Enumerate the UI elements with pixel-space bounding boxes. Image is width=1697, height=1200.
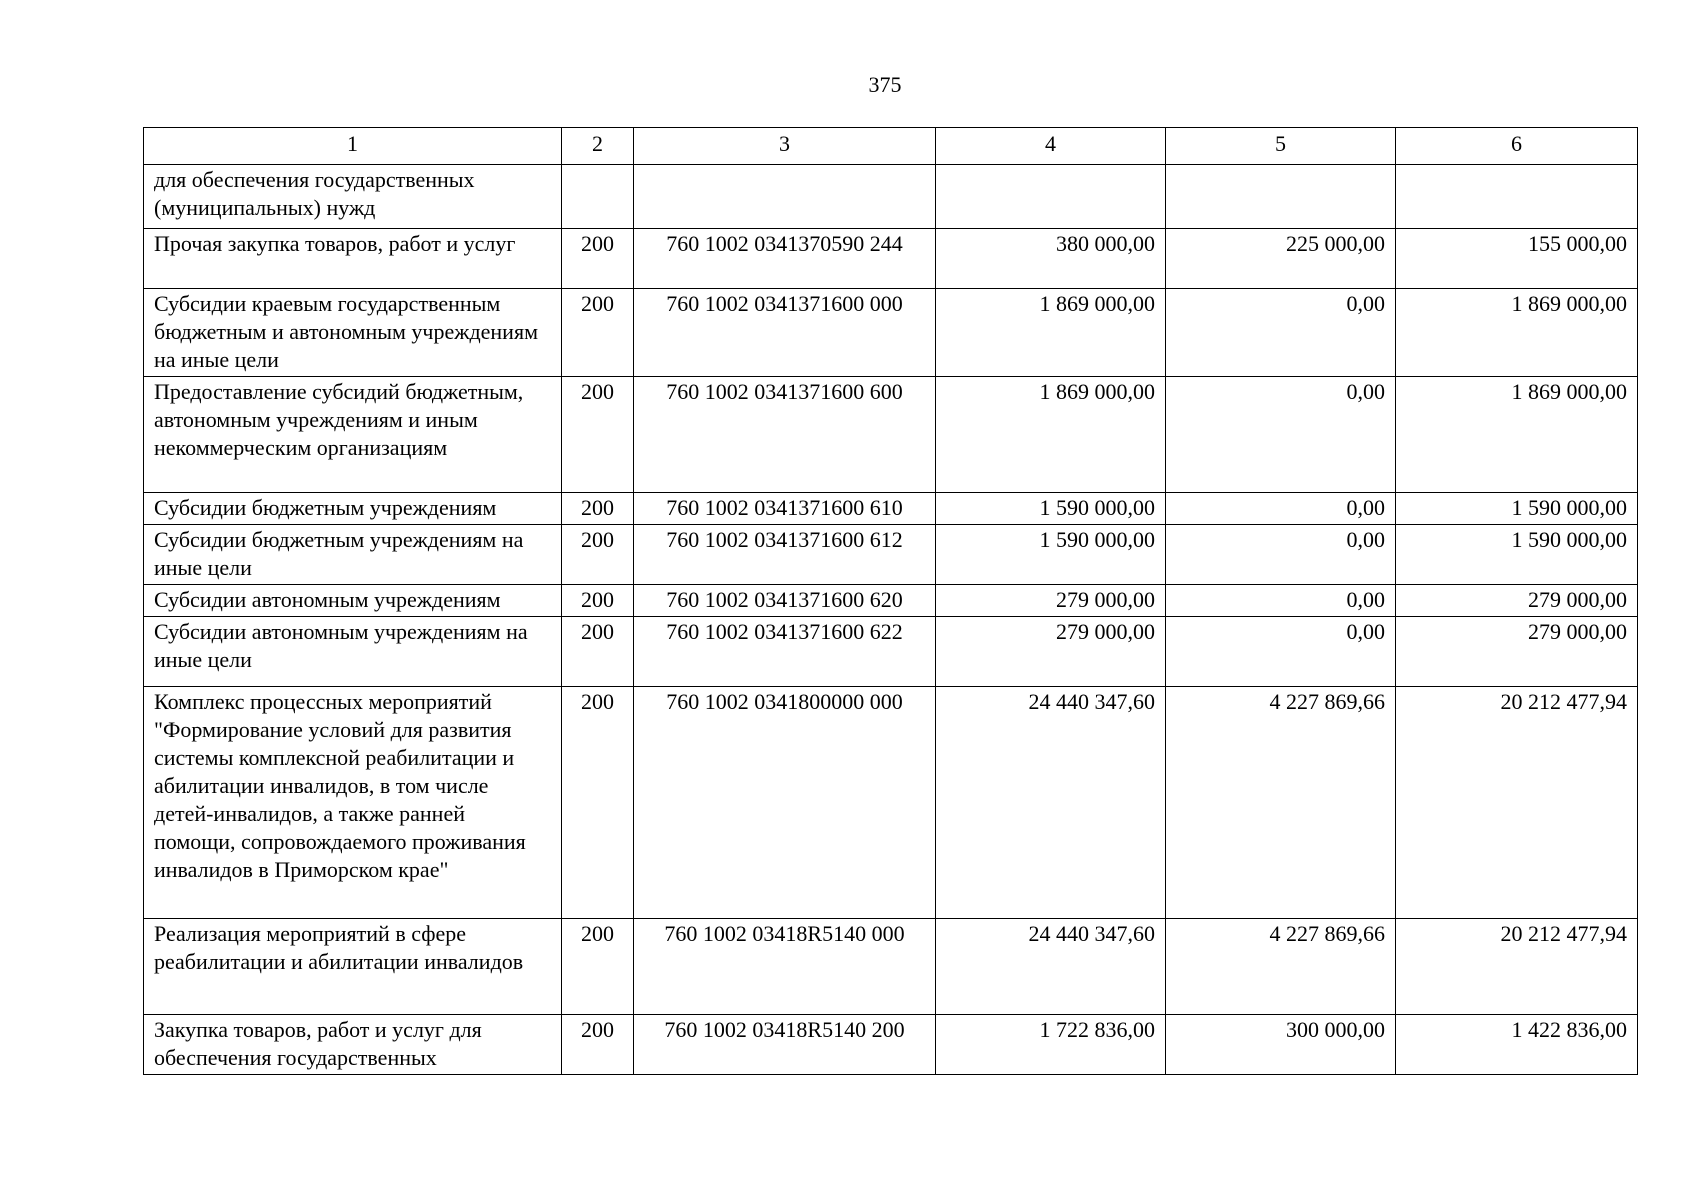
table-row bbox=[144, 377, 1638, 493]
table-row bbox=[144, 1015, 1638, 1075]
row-amount-cell: 20 212 477,94 bbox=[1396, 919, 1638, 1015]
row-amount-cell: 24 440 347,60 bbox=[936, 687, 1166, 919]
row-code-cell: 200 bbox=[562, 687, 634, 919]
header-row bbox=[144, 128, 1638, 165]
header-cell-2: 2 bbox=[562, 128, 634, 165]
row-amount-cell: 1 590 000,00 bbox=[1396, 493, 1638, 525]
row-amount-cell: 279 000,00 bbox=[1396, 617, 1638, 687]
row-code-cell: 200 bbox=[562, 525, 634, 585]
row-amount-cell bbox=[936, 165, 1166, 229]
row-code-cell: 200 bbox=[562, 1015, 634, 1075]
row-amount-cell: 279 000,00 bbox=[936, 585, 1166, 617]
row-amount-cell: 0,00 bbox=[1166, 525, 1396, 585]
table-row bbox=[144, 585, 1638, 617]
table-row bbox=[144, 289, 1638, 377]
row-amount-cell: 1 869 000,00 bbox=[936, 289, 1166, 377]
row-code-cell: 200 bbox=[562, 289, 634, 377]
row-classification-cell: 760 1002 0341371600 600 bbox=[634, 377, 936, 493]
row-name-cell: Субсидии бюджетным учреждениям на иные цели bbox=[144, 525, 562, 585]
table-row bbox=[144, 919, 1638, 1015]
row-name-cell: Закупка товаров, работ и услуг для обеспечения государственных bbox=[144, 1015, 562, 1075]
row-code-cell: 200 bbox=[562, 919, 634, 1015]
row-amount-cell: 0,00 bbox=[1166, 585, 1396, 617]
row-amount-cell: 1 722 836,00 bbox=[936, 1015, 1166, 1075]
row-classification-cell: 760 1002 0341800000 000 bbox=[634, 687, 936, 919]
table-row bbox=[144, 165, 1638, 229]
row-amount-cell: 0,00 bbox=[1166, 289, 1396, 377]
row-amount-cell: 1 590 000,00 bbox=[936, 525, 1166, 585]
row-amount-cell: 0,00 bbox=[1166, 377, 1396, 493]
header-cell-4: 4 bbox=[936, 128, 1166, 165]
header-cell-6: 6 bbox=[1396, 128, 1638, 165]
row-classification-cell: 760 1002 0341371600 622 bbox=[634, 617, 936, 687]
row-amount-cell: 1 869 000,00 bbox=[1396, 377, 1638, 493]
row-amount-cell bbox=[1396, 165, 1638, 229]
row-name-cell: Комплекс процессных мероприятий "Формирование условий для развития системы комплексной реабилитации и абилитации инвалидов, в том числе детей-инвалидов, а также ранней помощи, сопровождаемого проживания инвалидов в Приморском крае" bbox=[144, 687, 562, 919]
row-code-cell bbox=[562, 165, 634, 229]
row-amount-cell: 380 000,00 bbox=[936, 229, 1166, 289]
row-classification-cell: 760 1002 0341371600 610 bbox=[634, 493, 936, 525]
header-cell-1: 1 bbox=[144, 128, 562, 165]
row-amount-cell: 279 000,00 bbox=[1396, 585, 1638, 617]
row-name-cell: Субсидии автономным учреждениям на иные цели bbox=[144, 617, 562, 687]
table-header bbox=[144, 128, 1638, 165]
row-amount-cell bbox=[1166, 165, 1396, 229]
row-amount-cell: 155 000,00 bbox=[1396, 229, 1638, 289]
budget-table bbox=[143, 127, 1638, 1075]
row-name-cell: Субсидии краевым государственным бюджетным и автономным учреждениям на иные цели bbox=[144, 289, 562, 377]
row-classification-cell: 760 1002 03418R5140 200 bbox=[634, 1015, 936, 1075]
table-row bbox=[144, 493, 1638, 525]
header-cell-3: 3 bbox=[634, 128, 936, 165]
row-name-cell: Прочая закупка товаров, работ и услуг bbox=[144, 229, 562, 289]
page-number: 375 bbox=[868, 72, 902, 97]
row-amount-cell: 279 000,00 bbox=[936, 617, 1166, 687]
row-amount-cell: 0,00 bbox=[1166, 493, 1396, 525]
row-name-cell: Предоставление субсидий бюджетным, автономным учреждениям и иным некоммерческим организациям bbox=[144, 377, 562, 493]
row-classification-cell bbox=[634, 165, 936, 229]
row-classification-cell: 760 1002 0341370590 244 bbox=[634, 229, 936, 289]
row-amount-cell: 1 590 000,00 bbox=[1396, 525, 1638, 585]
row-classification-cell: 760 1002 0341371600 000 bbox=[634, 289, 936, 377]
row-amount-cell: 1 869 000,00 bbox=[936, 377, 1166, 493]
row-amount-cell: 1 590 000,00 bbox=[936, 493, 1166, 525]
row-name-cell: Реализация мероприятий в сфере реабилитации и абилитации инвалидов bbox=[144, 919, 562, 1015]
row-amount-cell: 0,00 bbox=[1166, 617, 1396, 687]
row-code-cell: 200 bbox=[562, 585, 634, 617]
header-cell-5: 5 bbox=[1166, 128, 1396, 165]
row-amount-cell: 1 869 000,00 bbox=[1396, 289, 1638, 377]
row-classification-cell: 760 1002 0341371600 620 bbox=[634, 585, 936, 617]
row-classification-cell: 760 1002 03418R5140 000 bbox=[634, 919, 936, 1015]
row-amount-cell: 4 227 869,66 bbox=[1166, 687, 1396, 919]
row-amount-cell: 4 227 869,66 bbox=[1166, 919, 1396, 1015]
row-name-cell: Субсидии бюджетным учреждениям bbox=[144, 493, 562, 525]
row-amount-cell: 20 212 477,94 bbox=[1396, 687, 1638, 919]
row-name-cell: для обеспечения государственных (муниципальных) нужд bbox=[144, 165, 562, 229]
row-name-cell: Субсидии автономным учреждениям bbox=[144, 585, 562, 617]
row-code-cell: 200 bbox=[562, 377, 634, 493]
row-amount-cell: 225 000,00 bbox=[1166, 229, 1396, 289]
row-code-cell: 200 bbox=[562, 229, 634, 289]
row-code-cell: 200 bbox=[562, 617, 634, 687]
table-row bbox=[144, 687, 1638, 919]
table-row bbox=[144, 525, 1638, 585]
row-amount-cell: 24 440 347,60 bbox=[936, 919, 1166, 1015]
row-amount-cell: 1 422 836,00 bbox=[1396, 1015, 1638, 1075]
table-row bbox=[144, 229, 1638, 289]
row-code-cell: 200 bbox=[562, 493, 634, 525]
table-body bbox=[144, 165, 1638, 1075]
row-amount-cell: 300 000,00 bbox=[1166, 1015, 1396, 1075]
table-row bbox=[144, 617, 1638, 687]
row-classification-cell: 760 1002 0341371600 612 bbox=[634, 525, 936, 585]
